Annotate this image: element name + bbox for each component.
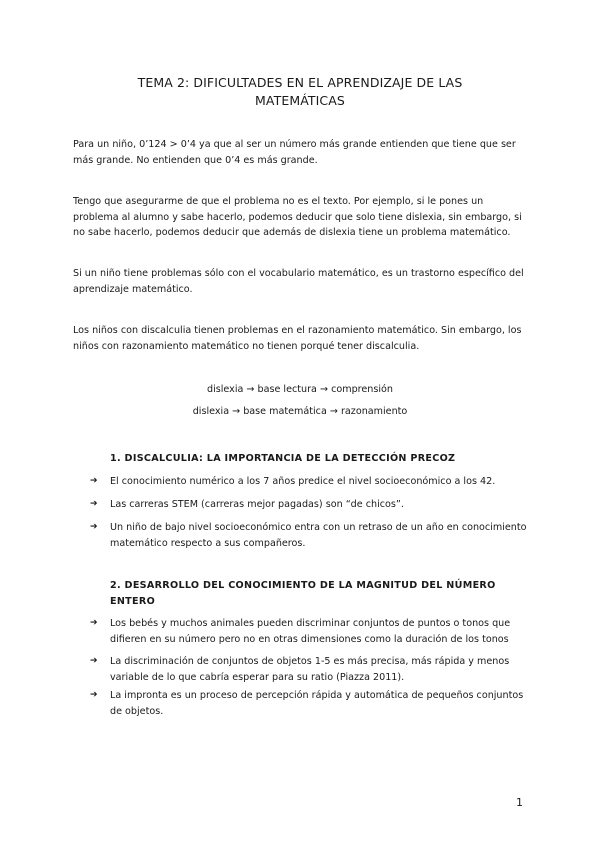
list-item [90,474,530,490]
list-item [90,654,530,685]
paragraph-discalculia: Los niños con discalculia tienen problemas en el razonamiento matemático. Sin embargo, los niños con razonamiento matemático no tienen porqué tener discalculia. [73,325,522,352]
page-number: 1 [516,796,523,809]
list-item-text: Los bebés y muchos animales pueden discriminar conjuntos de puntos o tonos que difieren en su número pero no en otras dimensiones como la duración de los tonos [110,618,511,645]
list-item-text: Las carreras STEM (carreras mejor pagadas) son “de chicos”. [110,499,404,510]
arrow-right-icon: ➔ [90,499,98,509]
paragraph-text-problem: Tengo que asegurarme de que el problema no es el texto. Por ejemplo, si le pones un problema al alumno y sabe hacerlo, podemos deducir que solo tiene dislexia, sin embargo, si no sabe hacerlo, podemos deducir que además de dislexia tiene un problema matemático. [73,196,522,238]
chain-math: dislexia → base matemática → razonamiento [192,406,408,417]
section-heading-2: 2. DESARROLLO DEL CONOCIMIENTO DE LA MAGNITUD DEL NÚMERO ENTERO [110,580,496,607]
list-item-text: Un niño de bajo nivel socioeconómico entra con un retraso de un año en conocimiento matemático respecto a sus compañeros. [110,522,527,549]
document-title [90,74,510,110]
title-line-2: MATEMÁTICAS [255,93,345,108]
list-item-text: La impronta es un proceso de percepción rápida y automática de pequeños conjuntos de objetos. [110,690,524,717]
title-line-1: TEMA 2: DIFICULTADES EN EL APRENDIZAJE DE LAS [137,75,463,90]
list-item [90,520,530,551]
list-item [90,616,530,647]
arrow-right-icon: ➔ [90,656,98,666]
section-heading-1: 1. DISCALCULIA: LA IMPORTANCIA DE LA DETECCIÓN PRECOZ [110,453,456,464]
arrow-right-icon: ➔ [90,476,98,486]
arrow-right-icon: ➔ [90,522,98,532]
paragraph-vocabulary: Si un niño tiene problemas sólo con el vocabulario matemático, es un trastorno específico del aprendizaje matemático. [73,268,524,295]
arrow-right-icon: ➔ [90,690,98,700]
arrow-right-icon: ➔ [90,618,98,628]
list-item-text: El conocimiento numérico a los 7 años predice el nivel socioeconómico a los 42. [110,476,496,487]
list-item [90,688,530,719]
list-item [90,497,530,513]
paragraph-decimal-comparison: Para un niño, 0’124 > 0’4 ya que al ser un número más grande entienden que tiene que ser más grande. No entienden que 0’4 es más grande. [73,139,516,166]
chain-reading: dislexia → base lectura → comprensión [207,384,393,395]
list-item-text: La discriminación de conjuntos de objetos 1-5 es más precisa, más rápida y menos variable de lo que cabría esperar para su ratio (Piazza 2011). [110,656,510,683]
